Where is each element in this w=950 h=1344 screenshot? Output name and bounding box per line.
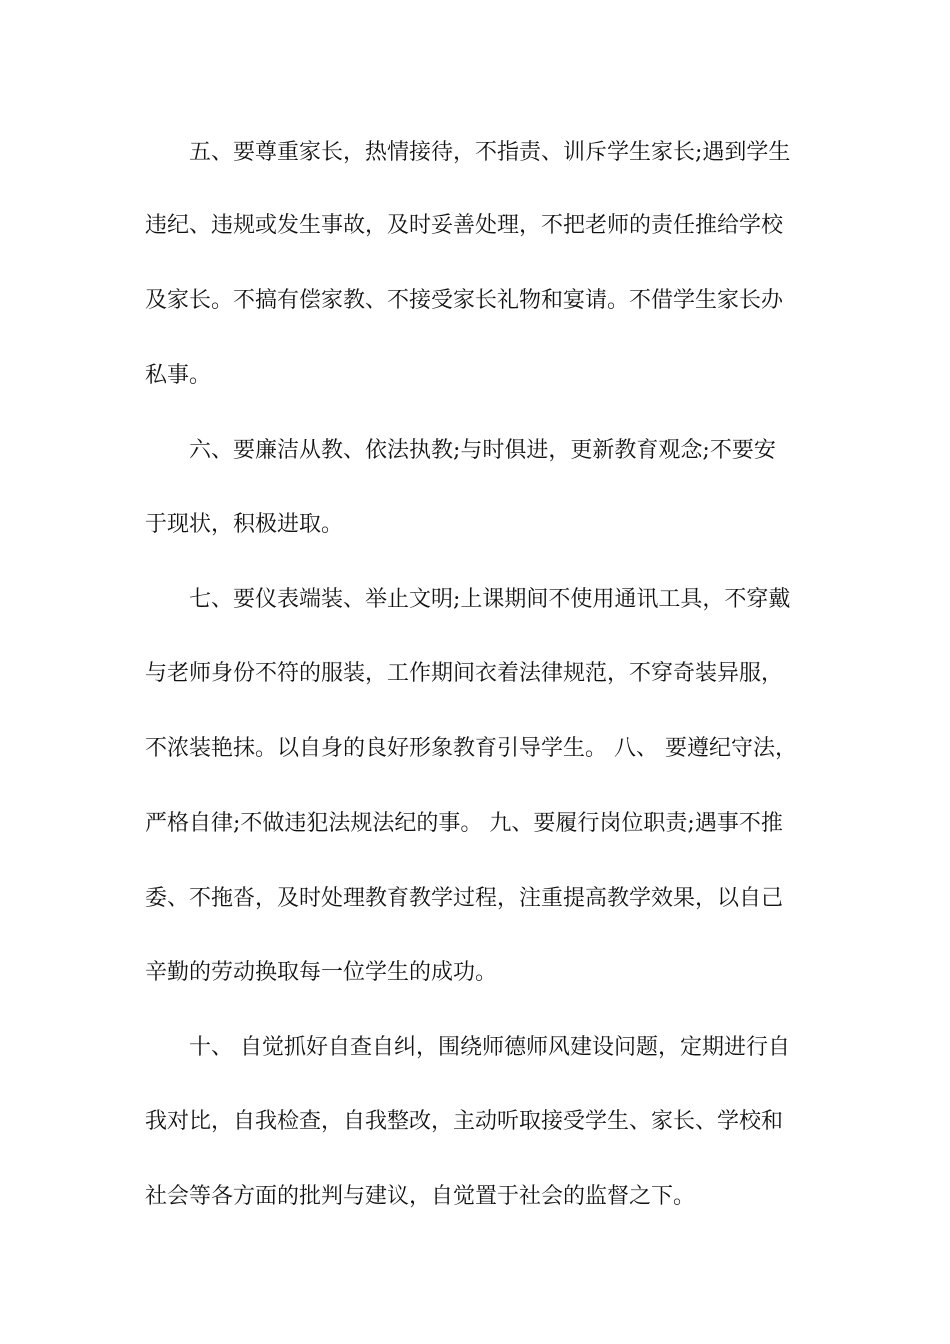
text-line: 七、要仪表端装、举止文明;上课期间不使用通讯工具，不穿戴 bbox=[145, 587, 791, 612]
text-line: 不浓装艳抹。以自身的良好形象教育引导学生。 八、 要遵纪守法， bbox=[145, 736, 797, 761]
text-line: 私事。 bbox=[145, 363, 212, 388]
text-line: 六、要廉洁从教、依法执教;与时俱进，更新教育观念;不要安 bbox=[145, 438, 776, 463]
text-line: 我对比，自我检查，自我整改，主动听取接受学生、家长、学校和 bbox=[145, 1109, 784, 1134]
text-line: 五、要尊重家长，热情接待，不指责、训斥学生家长;遇到学生 bbox=[145, 140, 791, 165]
text-line: 严格自律;不做违犯法规法纪的事。 九、要履行岗位职责;遇事不推 bbox=[145, 811, 783, 836]
text-line: 与老师身份不符的服装，工作期间衣着法律规范，不穿奇装异服， bbox=[145, 661, 784, 686]
text-line: 十、 自觉抓好自查自纠，围绕师德师风建设问题，定期进行自 bbox=[145, 1035, 790, 1060]
text-line: 于现状，积极进取。 bbox=[145, 512, 344, 537]
text-line: 辛勤的劳动换取每一位学生的成功。 bbox=[145, 960, 498, 985]
text-line: 及家长。不搞有偿家教、不接受家长礼物和宴请。不借学生家长办 bbox=[145, 288, 784, 313]
text-line: 违纪、违规或发生事故，及时妥善处理，不把老师的责任推给学校 bbox=[145, 213, 784, 238]
text-line: 社会等各方面的批判与建议，自觉置于社会的监督之下。 bbox=[145, 1184, 696, 1209]
text-line: 委、不拖沓，及时处理教育教学过程，注重提高教学效果，以自己 bbox=[145, 886, 784, 911]
